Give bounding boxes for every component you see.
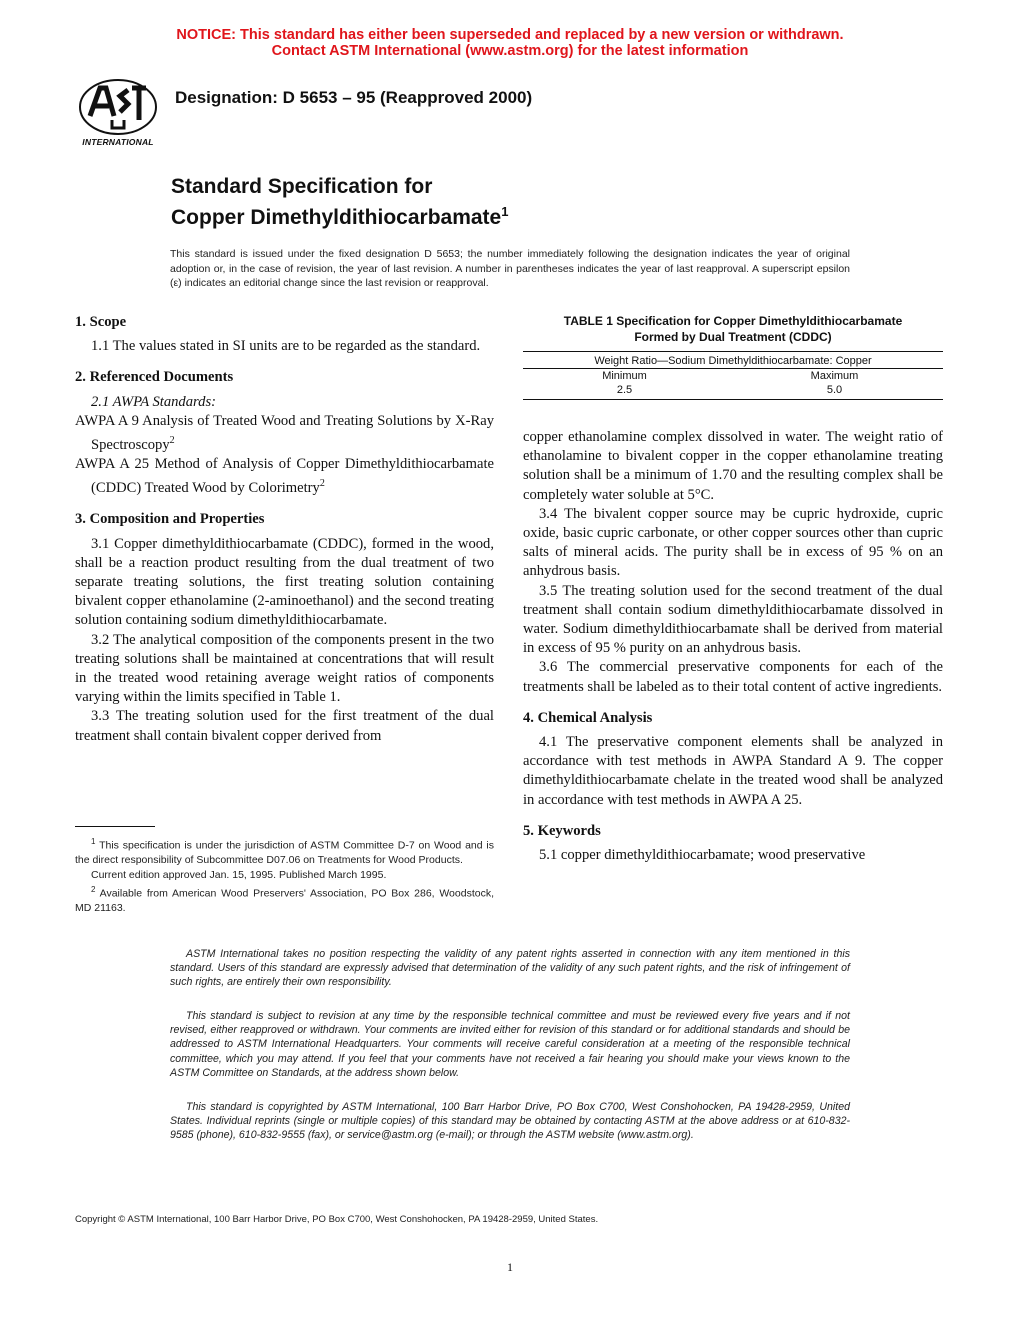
para-3-3-continued: copper ethanolamine complex dissolved in water. The weight ratio of ethanolamine to bivalent copper in the copper ethanolamine treating solution shall be a minimum of 1.70 and the resulting complex shall be completely water soluble at 5°C. xyxy=(523,429,943,503)
para-2-1: 2.1 AWPA Standards: xyxy=(91,393,217,410)
table-col-max: Maximum xyxy=(726,369,943,384)
table-val-min: 2.5 xyxy=(523,383,726,400)
table-caption-2: Formed by Dual Treatment (CDDC) xyxy=(634,330,832,344)
reference-awpa-a25-text: AWPA A 25 Method of Analysis of Copper Dimethyldithiocarbamate (CDDC) Treated Wood by Colorimetry xyxy=(75,456,494,497)
section-4-heading: 4. Chemical Analysis xyxy=(523,709,653,726)
notice-line-1: NOTICE: This standard has either been superseded and replaced by a new version or withdrawn. xyxy=(176,27,844,43)
table-col-min: Minimum xyxy=(523,369,726,384)
para-3-1: 3.1 Copper dimethyldithiocarbamate (CDDC), formed in the wood, shall be a reaction product resulting from the dual treatment of two separate treating solutions, the first treating solution containing bivalent copper ethanolamine (2-aminoethanol) and the second treating solution containing sodium dimethyldithiocarbamate. xyxy=(75,535,494,629)
notice-line-2: Contact ASTM International (www.astm.org) for the latest information xyxy=(271,43,749,59)
notice-banner xyxy=(0,27,1020,59)
para-1-1: 1.1 The values stated in SI units are to be regarded as the standard. xyxy=(91,338,481,355)
table-header: Weight Ratio—Sodium Dimethyldithiocarbamate: Copper xyxy=(523,352,943,369)
footnote-1-edition: Current edition approved Jan. 15, 1995. Published March 1995. xyxy=(91,869,387,882)
disclaimer-patent: ASTM International takes no position respecting the validity of any patent rights asserted in connection with any item mentioned in this standard. Users of this standard are expressly advised that determination of the validity of any such patent rights, and the risk of infringement of such rights, are entirely their own responsibility. xyxy=(170,948,850,989)
table-val-max: 5.0 xyxy=(726,383,943,400)
footnote-ref-2a: 2 xyxy=(169,435,175,447)
section-1-heading: 1. Scope xyxy=(75,314,127,330)
disclaimer-revision: This standard is subject to revision at any time by the responsible technical committee and must be reviewed every five years and if not revised, either reapproved or withdrawn. Your comments are invited either for revision of this standard or for additional standards and should be addressed to ASTM International Headquarters. Your comments will receive careful consideration at a meeting of the responsible technical committee, which you may attend. If you feel that your comments have not received a fair hearing you should make your views known to the ASTM Committee on Standards, at the address shown below. xyxy=(170,1010,850,1079)
para-3-4: 3.4 The bivalent copper source may be cupric hydroxide, cupric oxide, basic cupric carbonate, or other copper sources other than cupric salts of mineral acids. The purity shall be in excess of 95 % on an anhydrous basis. xyxy=(523,505,943,580)
disclaimer-copyright: This standard is copyrighted by ASTM International, 100 Barr Harbor Drive, PO Box C700, West Conshohocken, PA 19428-2959, United States. Individual reprints (single or multiple copies) of this standard may be obtained by contacting ASTM at the above address or at 610-832-9585 (phone), 610-832-9555 (fax), or service@astm.org (e-mail); or through the ASTM website (www.astm.org). xyxy=(170,1101,850,1142)
section-2-heading: 2. Referenced Documents xyxy=(75,369,234,386)
footnote-1-mark: 1 xyxy=(91,837,96,846)
logo-wordmark: INTERNATIONAL xyxy=(82,137,154,147)
footnotes xyxy=(75,835,494,916)
para-5-1: 5.1 copper dimethyldithiocarbamate; wood preservative xyxy=(539,847,866,864)
section-5-heading: 5. Keywords xyxy=(523,822,601,839)
title-line-2: Copper Dimethyldithiocarbamate xyxy=(171,206,502,229)
title-footnote-mark: 1 xyxy=(501,204,509,219)
table-caption-1: TABLE 1 Specification for Copper Dimethyldithiocarbamate xyxy=(563,314,903,328)
reference-awpa-a9 xyxy=(75,412,494,455)
document-title xyxy=(171,174,508,230)
footnote-ref-2b: 2 xyxy=(319,478,325,490)
footnote-2 xyxy=(75,883,494,916)
footnote-2-text: Available from American Wood Preservers' Association, PO Box 286, Woodstock, MD 21163. xyxy=(75,887,494,915)
issuance-note: This standard is issued under the fixed designation D 5653; the number immediately following the designation indicates the year of original adoption or, in the case of revision, the year of last revision. A number in parentheses indicates the year of last reapproval. A superscript epsilon (ε) indicates an editorial change since the last revision or reapproval. xyxy=(170,248,850,289)
title-line-1: Standard Specification for xyxy=(171,175,433,198)
footnote-divider xyxy=(75,826,155,827)
para-3-5: 3.5 The treating solution used for the second treatment of the dual treatment shall contain sodium dimethyldithiocarbamate dissolved in water. Sodium dimethyldithiocarbamate shall be derived from material in excess of 95 % purity on an anhydrous basis. xyxy=(523,582,943,657)
para-3-2: 3.2 The analytical composition of the components present in the two treating solutions shall be maintained at concentrations that will result in the treated wood retaining average weight ratios of components varying within the limits specified in Table 1. xyxy=(75,631,494,706)
right-column xyxy=(523,428,943,865)
section-3-heading: 3. Composition and Properties xyxy=(75,511,265,528)
copyright-line: Copyright © ASTM International, 100 Barr Harbor Drive, PO Box C700, West Conshohocken, PA 19428-2959, United States. xyxy=(75,1214,599,1225)
para-3-3: 3.3 The treating solution used for the first treatment of the dual treatment shall contain bivalent copper derived from xyxy=(75,708,494,744)
para-4-1: 4.1 The preservative component elements shall be analyzed in accordance with test methods in AWPA Standard A 9. The copper dimethyldithiocarbamate chelate in the treated wood shall be analyzed in accordance with test methods in AWPA A 25. xyxy=(523,734,943,808)
table-1 xyxy=(523,313,943,400)
left-column xyxy=(75,313,494,746)
para-3-6: 3.6 The commercial preservative components for each of the treatments shall be labeled as to their total content of active ingredients. xyxy=(523,659,943,695)
astm-logo xyxy=(76,76,160,150)
footnote-2-mark: 2 xyxy=(91,884,96,894)
reference-awpa-a9-text: AWPA A 9 Analysis of Treated Wood and Treating Solutions by X-Ray Spectroscopy xyxy=(75,412,494,453)
footnote-1-text: This specification is under the jurisdiction of ASTM Committee D-7 on Wood and is the direct responsibility of Subcommittee D07.06 on Treatments for Wood Products. xyxy=(75,839,494,867)
footnote-1 xyxy=(75,835,494,868)
table-1-grid xyxy=(523,351,943,400)
reference-awpa-a25 xyxy=(75,455,494,498)
page-number: 1 xyxy=(507,1260,513,1274)
designation: Designation: D 5653 – 95 (Reapproved 2000) xyxy=(175,88,533,107)
